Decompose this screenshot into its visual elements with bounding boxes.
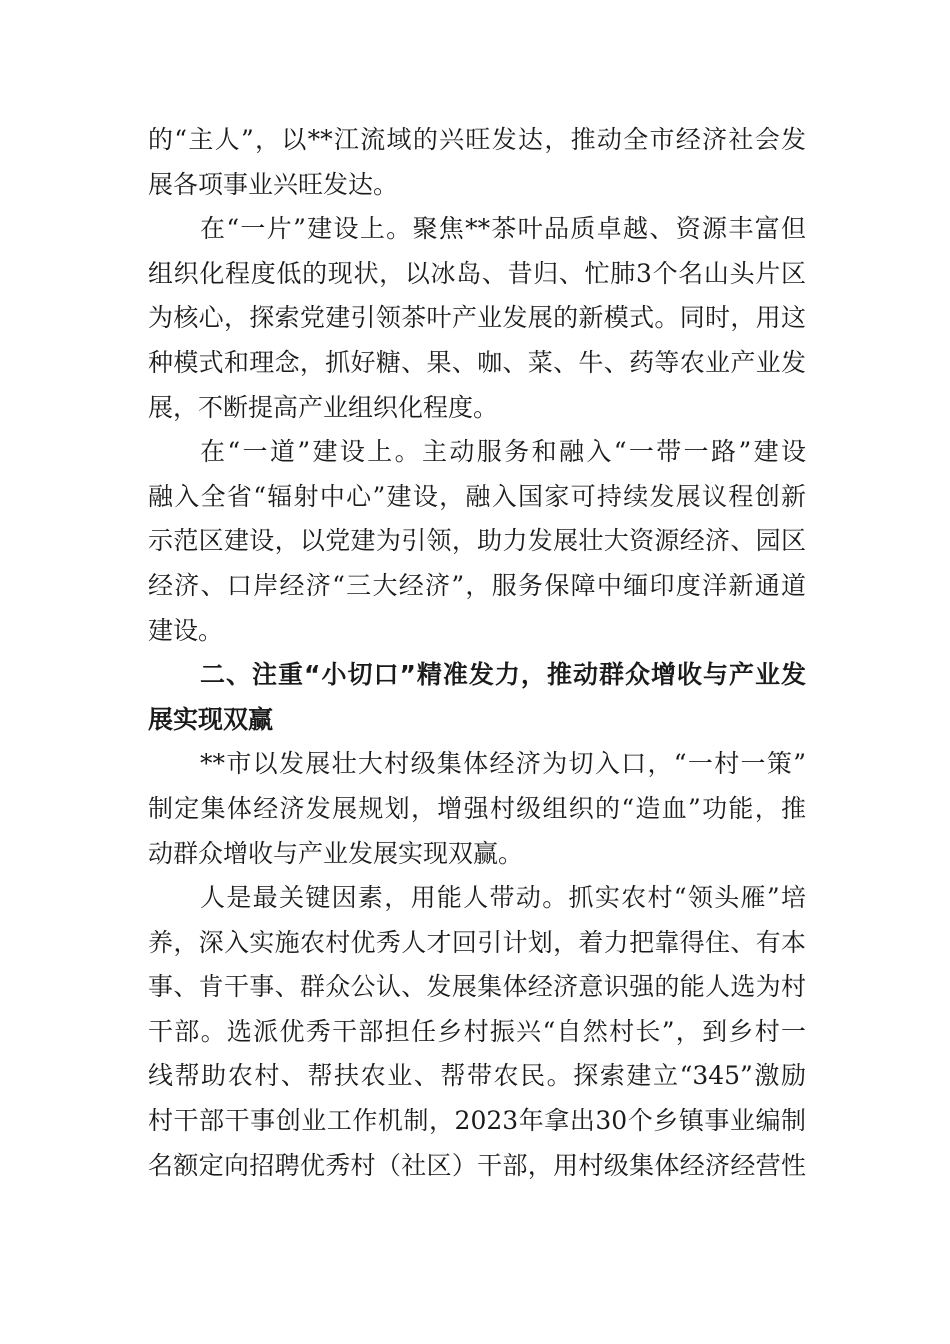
text-line: 建设。 bbox=[148, 615, 224, 645]
text-line: 动群众增收与产业发展实现双赢。 bbox=[148, 838, 524, 868]
text-line: 制定集体经济发展规划，增强村级组织的“造血”功能，推 bbox=[148, 793, 806, 823]
paragraph-yidao bbox=[148, 430, 806, 653]
text-line: 名额定向招聘优秀村（社区）干部，用村级集体经济经营性 bbox=[148, 1150, 806, 1180]
text-line: 经济、口岸经济“三大经济”，服务保障中缅印度洋新通道 bbox=[148, 570, 806, 600]
text-line: 组织化程度低的现状，以冰岛、昔归、忙肺3个名山头片区 bbox=[148, 258, 806, 288]
text-line: 的“主人”，以**江流域的兴旺发达，推动全市经济社会发 bbox=[148, 125, 806, 154]
text-line: **市以发展壮大村级集体经济为切入口，“一村一策” bbox=[200, 749, 806, 779]
section-heading bbox=[148, 653, 806, 742]
document-page bbox=[148, 118, 806, 1188]
text-line: 为核心，探索党建引领茶叶产业发展的新模式。同时，用这 bbox=[148, 303, 806, 333]
text-line: 在“一片”建设上。聚焦**茶叶品质卓越、资源丰富但 bbox=[200, 214, 806, 244]
text-line: 村干部干事创业工作机制，2023年拿出30个乡镇事业编制 bbox=[148, 1106, 806, 1136]
heading-line: 二、注重“小切口”精准发力，推动群众增收与产业发 bbox=[200, 660, 806, 690]
text-line: 展各项事业兴旺发达。 bbox=[148, 169, 399, 199]
paragraph-yipian bbox=[148, 207, 806, 430]
paragraph-people bbox=[148, 876, 806, 1188]
paragraph-intro bbox=[148, 742, 806, 876]
text-line: 人是最关键因素，用能人带动。抓实农村“领头雁”培 bbox=[200, 883, 806, 913]
text-line: 展，不断提高产业组织化程度。 bbox=[148, 392, 499, 422]
text-line: 在“一道”建设上。主动服务和融入“一带一路”建设 bbox=[200, 437, 806, 467]
text-line: 事、肯干事、群众公认、发展集体经济意识强的能人选为村 bbox=[148, 972, 806, 1002]
text-line: 养，深入实施农村优秀人才回引计划，着力把靠得住、有本 bbox=[148, 927, 806, 957]
text-line: 种模式和理念，抓好糖、果、咖、菜、牛、药等农业产业发 bbox=[148, 347, 806, 377]
paragraph-continuation bbox=[148, 118, 806, 207]
text-line: 示范区建设，以党建为引领，助力发展壮大资源经济、园区 bbox=[148, 526, 806, 556]
text-line: 线帮助农村、帮扶农业、帮带农民。探索建立“345”激励 bbox=[148, 1061, 806, 1091]
heading-line: 展实现双赢 bbox=[148, 704, 274, 734]
text-line: 干部。选派优秀干部担任乡村振兴“自然村长”，到乡村一 bbox=[148, 1016, 806, 1046]
text-line: 融入全省“辐射中心”建设，融入国家可持续发展议程创新 bbox=[148, 481, 806, 511]
